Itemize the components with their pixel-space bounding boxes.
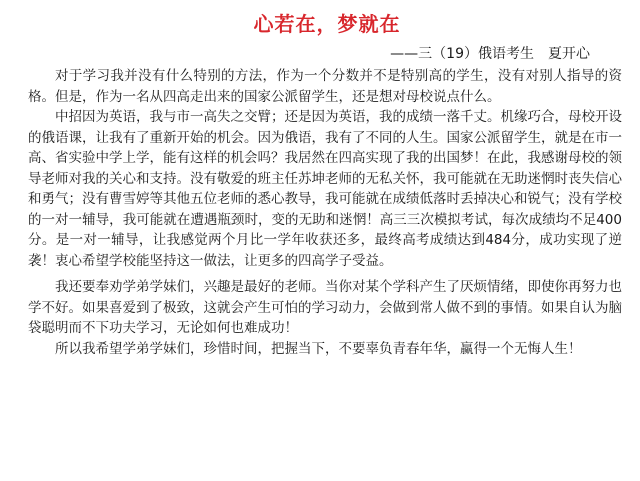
paragraph-1: 对于学习我并没有什么特别的方法，作为一个分数并不是特别高的学生，没有对别人指导的资格。但是，作为一名从四高走出来的国家公派留学生，还是想对母校说点什么。 — [28, 68, 622, 105]
paragraph-4: 所以我希望学弟学妹们，珍惜时间，把握当下，不要辜负青春年华，赢得一个无悔人生！ — [55, 340, 582, 357]
paragraph-3: 我还要奉劝学弟学妹们，兴趣是最好的老师。当你对某个学科产生了厌烦情绪，即使你再努力也学不好。如果喜爱到了极致，这就会产生可怕的学习动力，会做到常人做不到的事情。如果自认为脑袋聪明而不下功夫学习，无论如何也难成功！ — [28, 279, 622, 336]
author-line: ——三（19）俄语考生 夏开心 — [390, 46, 590, 62]
article-title: 心若在，梦就在 — [253, 12, 401, 36]
article-body — [28, 66, 622, 359]
paragraph-2: 中招因为英语，我与市一高失之交臂；还是因为英语，我的成绩一落千丈。机缘巧合，母校开设的俄语课，让我有了重新开始的机会。因为俄语，我有了不同的人生。国家公派留学生，就是在市一高、省实验中学上学，能有这样的机会吗？我居然在四高实现了我的出国梦！在此，我感谢母校的领导老师对我的关心和支持。没有敬爱的班主任苏坤老师的无私关怀，我可能就在无助迷惘时丧失信心和勇气；没有曹雪婷等其他五位老师的悉心教导，我可能就在成绩低落时丢掉决心和锐气；没有学校的一对一辅导，我可能就在遭遇瓶颈时，变的无助和迷惘！高三三次模拟考试，每次成绩均不足400分。是一对一辅导，让我感觉两个月比一学年收获还多，最终高考成绩达到484分，成功实现了逆袭！衷心希望学校能坚持这一做法，让更多的四高学子受益。 — [28, 109, 622, 269]
